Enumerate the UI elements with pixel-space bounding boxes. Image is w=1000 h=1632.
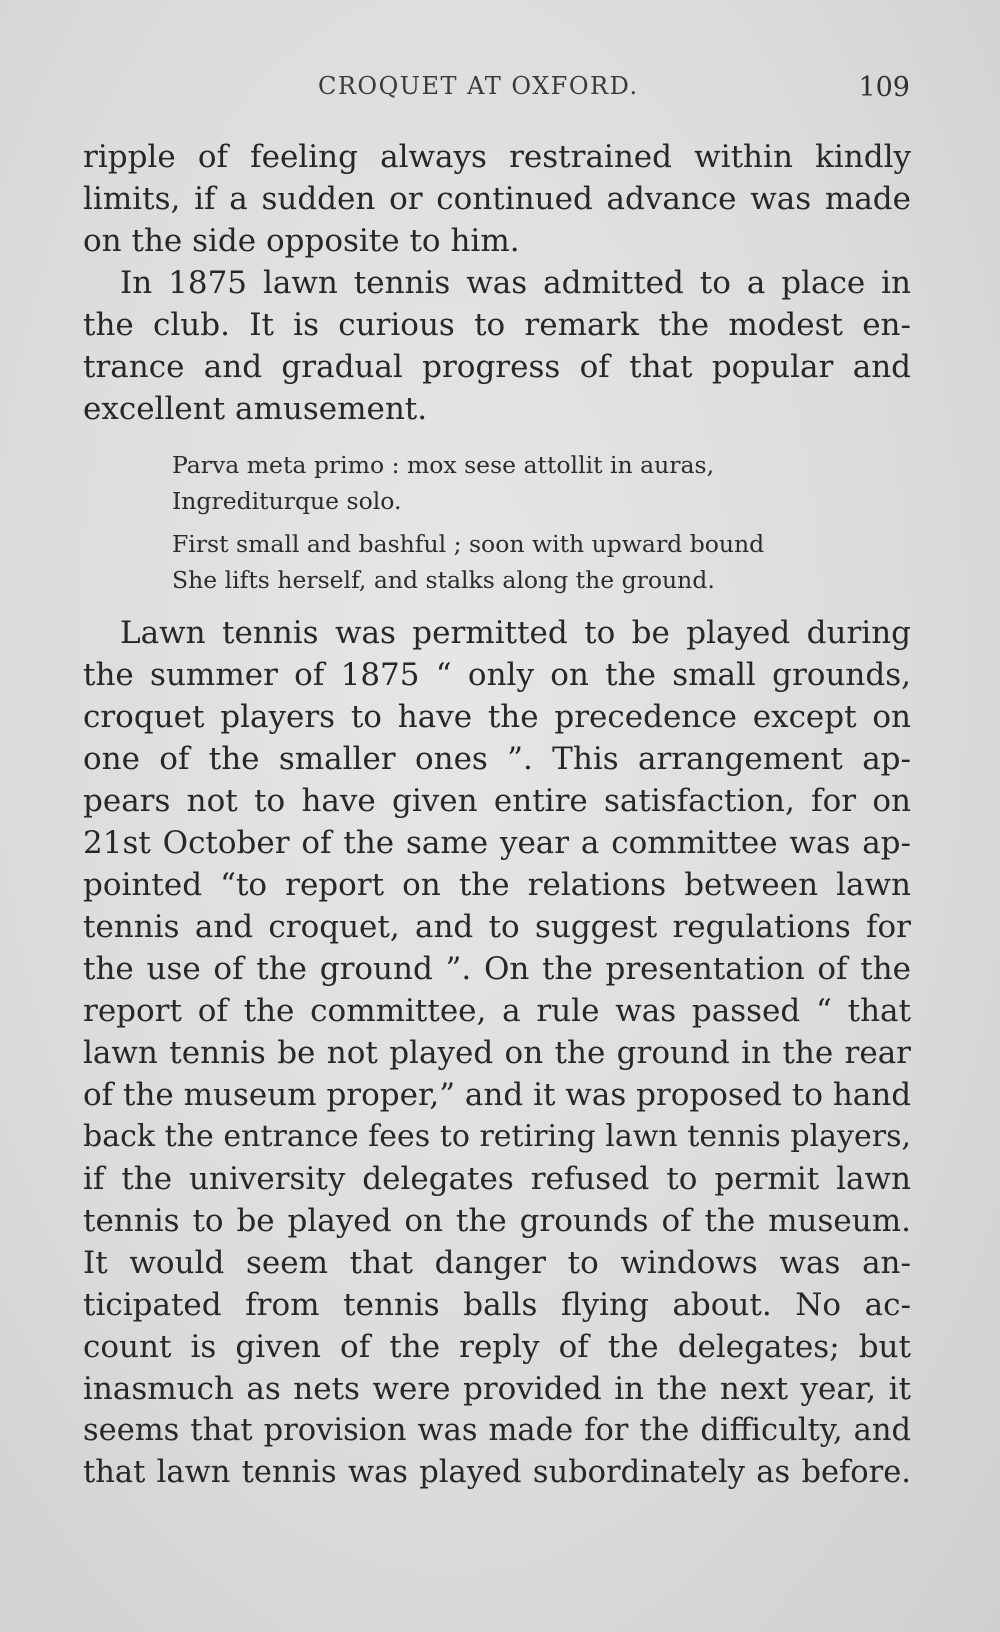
body-line: that lawn tennis was played subordinately as before. — [83, 1455, 911, 1490]
body-line: back the entrance fees to retiring lawn tennis players, — [83, 1119, 911, 1154]
body-line: It would seem that danger to windows was an- — [83, 1245, 911, 1281]
body-line: pears not to have given entire satisfaction, for on — [83, 783, 911, 819]
body-line: ticipated from tennis balls flying about. No ac- — [83, 1287, 911, 1323]
body-line: 21st October of the same year a committee was ap- — [83, 825, 911, 861]
body-line: report of the committee, a rule was passed “ that — [83, 993, 911, 1029]
body-line: lawn tennis be not played on the ground in the rear — [83, 1035, 911, 1071]
body-line: if the university delegates refused to permit lawn — [83, 1161, 911, 1197]
body-line: on the side opposite to him. — [83, 223, 520, 259]
body-line: pointed “to report on the relations between lawn — [83, 867, 911, 903]
english-verse-line: She lifts herself, and stalks along the ground. — [172, 566, 715, 594]
body-line: tennis to be played on the grounds of the museum. — [83, 1203, 911, 1239]
body-line: inasmuch as nets were provided in the next year, it — [83, 1371, 911, 1407]
english-verse-line: First small and bashful ; soon with upward bound — [172, 530, 765, 558]
body-line: excellent amusement. — [83, 391, 428, 427]
body-line: croquet players to have the precedence except on — [83, 699, 911, 735]
body-line: Lawn tennis was permitted to be played during — [120, 615, 911, 651]
body-line: trance and gradual progress of that popular and — [83, 349, 911, 385]
body-line: the summer of 1875 “ only on the small grounds, — [83, 657, 911, 693]
body-line: seems that provision was made for the difficulty, and — [83, 1413, 911, 1448]
body-line: limits, if a sudden or continued advance was made — [83, 181, 911, 217]
body-line: the club. It is curious to remark the modest en- — [83, 307, 911, 343]
body-line: the use of the ground ”. On the presentation of the — [83, 951, 911, 987]
body-line: count is given of the reply of the delegates; but — [83, 1329, 911, 1365]
body-line: one of the smaller ones ”. This arrangement ap- — [83, 741, 911, 777]
body-line: In 1875 lawn tennis was admitted to a place in — [120, 265, 911, 301]
running-title: CROQUET AT OXFORD. — [318, 72, 639, 100]
body-line: tennis and croquet, and to suggest regulations for — [83, 909, 911, 945]
latin-verse-line: Ingrediturque solo. — [172, 487, 402, 515]
page-number: 109 — [858, 72, 910, 103]
body-line: ripple of feeling always restrained within kindly — [83, 139, 911, 175]
latin-verse-line: Parva meta primo : mox sese attollit in auras, — [172, 451, 715, 479]
running-head — [80, 72, 910, 112]
body-line: of the museum proper,” and it was proposed to hand — [83, 1077, 912, 1113]
